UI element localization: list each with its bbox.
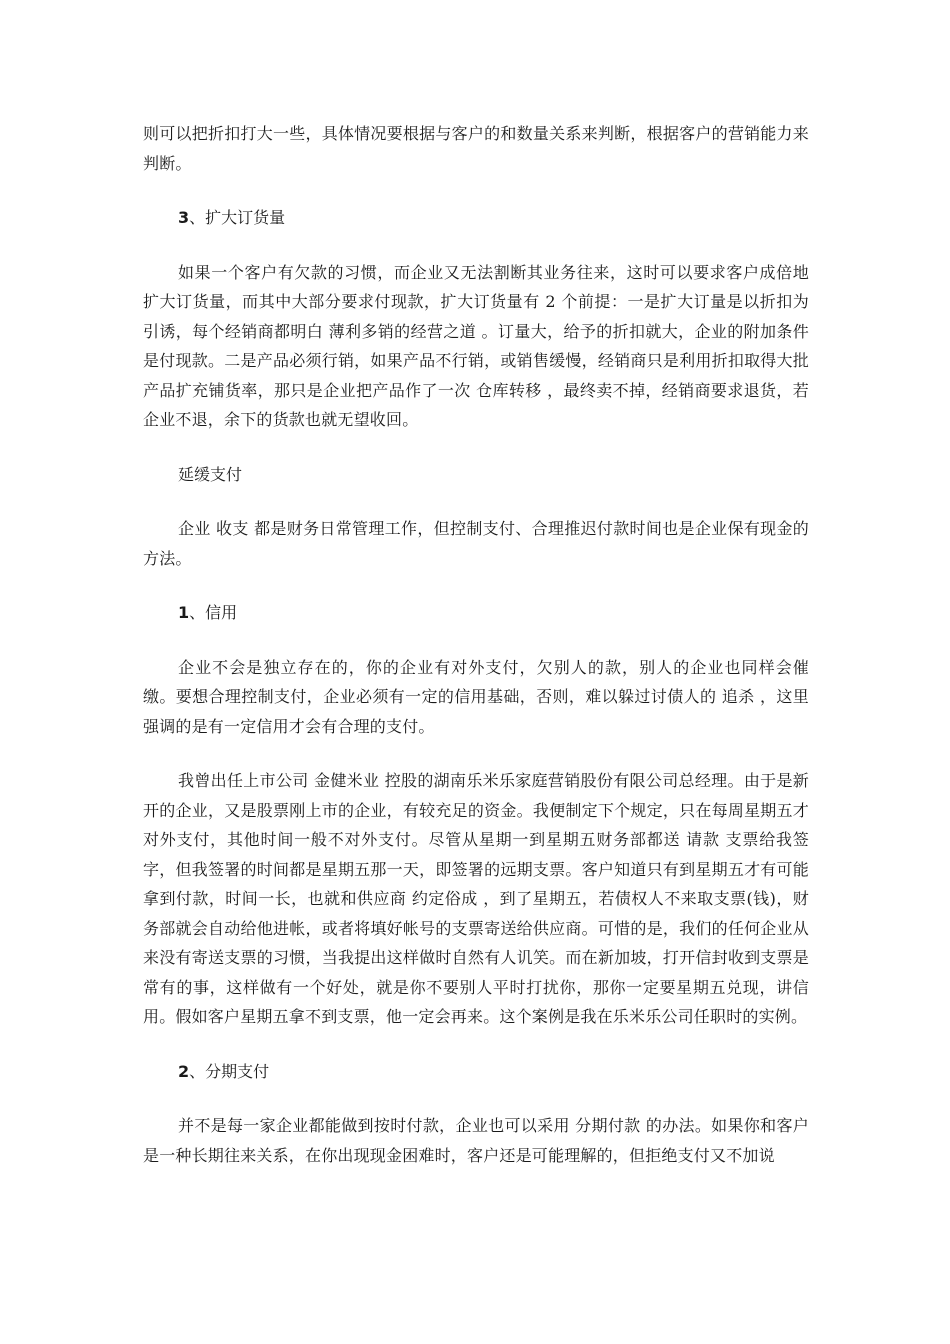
heading-number: 2 — [178, 1061, 190, 1081]
section-heading — [143, 203, 809, 233]
paragraph: 我曾出任上市公司 金健米业 控股的湖南乐米乐家庭营销股份有限公司总经理。由于是新开的企业，又是股票刚上市的企业，有较充足的资金。我便制定下个规定，只在每周星期五才对外支付，其他时间一般不对外支付。尽管从星期一到星期五财务部都送 请款 支票给我签字，但我签署的时间都是星期五那一天，即签署的远期支票。客户知道只有到星期五才有可能拿到付款，时间一长，也就和供应商 约定俗成 ，到了星期五，若债权人不来取支票(钱)，财务部就会自动给他进帐，或者将填好帐号的支票寄送给供应商。可惜的是，我们的任何企业从来没有寄送支票的习惯，当我提出这样做时自然有人讥笑。而在新加坡，打开信封收到支票是常有的事，这样做有一个好处，就是你不要别人平时打扰你，那你一定要星期五兑现，讲信用。假如客户星期五拿不到支票，他一定会再来。这个案例是我在乐米乐公司任职时的实例。 — [143, 771, 809, 1026]
paragraph: 并不是每一家企业都能做到按时付款，企业也可以采用 分期付款 的办法。如果你和客户是一种长期往来关系，在你出现现金困难时，客户还是可能理解的，但拒绝支付又不加说 — [143, 1116, 809, 1165]
paragraph: 则可以把折扣打大一些，具体情况要根据与客户的和数量关系来判断，根据客户的营销能力来判断。 — [143, 124, 809, 173]
heading-number: 3 — [178, 208, 190, 227]
section-heading — [143, 598, 809, 628]
heading-label: 、分期支付 — [189, 1061, 270, 1081]
paragraph: 企业不会是独立存在的，你的企业有对外支付，欠别人的款，别人的企业也同样会催缴。要想合理控制支付，企业必须有一定的信用基础，否则，难以躲过讨债人的 追杀 ，这里强调的是有一定信用才会有合理的支付。 — [143, 657, 809, 736]
section-heading — [143, 460, 809, 490]
paragraph: 企业 收支 都是财务日常管理工作，但控制支付、合理推迟付款时间也是企业保有现金的方法。 — [143, 519, 809, 568]
document-page — [143, 119, 809, 1195]
heading-label: 、扩大订货量 — [189, 208, 286, 227]
paragraph: 如果一个客户有欠款的习惯，而企业又无法割断其业务往来，这时可以要求客户成倍地扩大订货量，而其中大部分要求付现款，扩大订货量有 2 个前提：一是扩大订量是以折扣为引诱，每个经销商都明白 薄利多销的经营之道 。订量大，给予的折扣就大，企业的附加条件是付现款。二是产品必须行销，如果产品不行销，或销售缓慢，经销商只是利用折扣取得大批产品扩充铺货率，那只是企业把产品作了一次 仓库转移 ，最终卖不掉，经销商要求退货，若企业不退，余下的货款也就无望收回。 — [143, 262, 809, 429]
section-heading — [143, 1057, 809, 1087]
heading-number: 1 — [178, 603, 190, 622]
heading-label: 、信用 — [189, 603, 238, 622]
heading-label: 延缓支付 — [178, 464, 243, 484]
